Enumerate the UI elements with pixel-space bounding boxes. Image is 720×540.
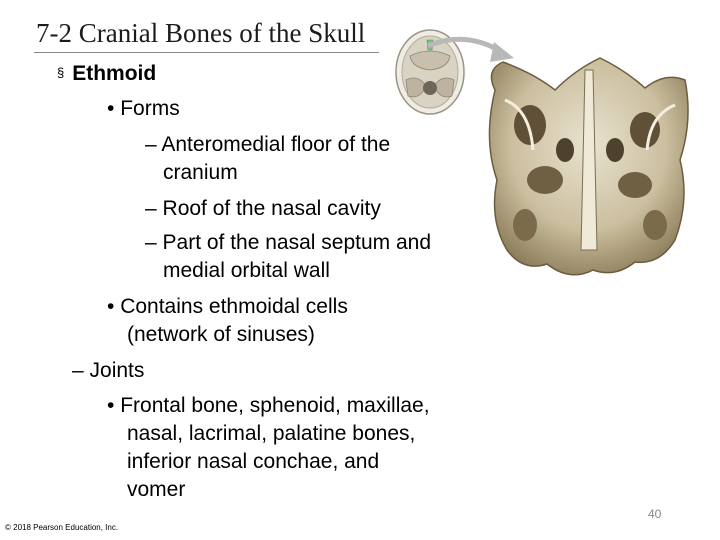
slide-title: 7-2 Cranial Bones of the Skull — [36, 18, 366, 48]
forms-item — [107, 95, 180, 123]
forms-subitem-1-cont: cranium — [163, 161, 238, 184]
forms-subitem-text: Anteromedial floor of the — [161, 133, 391, 156]
copyright-footer: © 2018 Pearson Education, Inc. — [5, 523, 119, 532]
forms-subitem-3-cont: medial orbital wall — [163, 259, 330, 282]
joints-subitem — [107, 392, 430, 420]
joints-text: Frontal bone, sphenoid, maxillae, — [120, 394, 430, 417]
joints-label: Joints — [89, 359, 145, 382]
dash-icon: – — [145, 231, 157, 254]
dash-icon: – — [72, 359, 84, 382]
page-number: 40 — [648, 507, 662, 521]
forms-subitem-1 — [145, 131, 390, 159]
bullet-icon: • — [107, 295, 115, 318]
title-underline — [34, 52, 379, 53]
joints-text-cont: inferior nasal conchae, and — [127, 450, 380, 473]
forms-subitem-text: Part of the nasal septum and — [162, 231, 432, 254]
forms-subitem-2 — [145, 195, 381, 223]
bullet-icon: • — [107, 394, 115, 417]
forms-label: Forms — [120, 97, 180, 120]
heading-ethmoid — [57, 60, 156, 90]
square-bullet-icon: § — [57, 65, 65, 80]
contains-text-cont: (network of sinuses) — [127, 323, 315, 346]
heading-label: Ethmoid — [72, 62, 157, 85]
forms-subitem-text: Roof of the nasal cavity — [162, 197, 381, 220]
joints-text-cont: vomer — [127, 478, 186, 501]
bullet-icon: • — [107, 97, 115, 120]
joints-text-cont: nasal, lacrimal, palatine bones, — [127, 422, 416, 445]
contains-item — [107, 293, 348, 321]
contains-text: Contains ethmoidal cells — [120, 295, 348, 318]
forms-subitem-3 — [145, 229, 431, 257]
ethmoid-bone-photo — [475, 50, 705, 285]
joints-item — [72, 357, 144, 385]
dash-icon: – — [145, 197, 157, 220]
dash-icon: – — [145, 133, 157, 156]
